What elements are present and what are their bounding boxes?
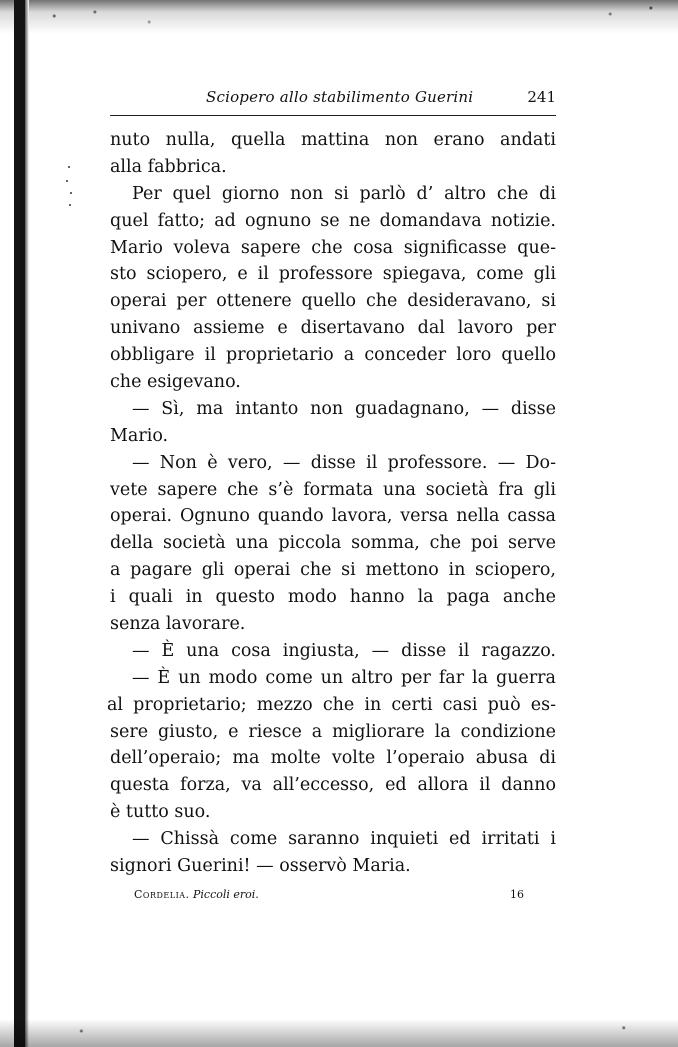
text-line: operai per ottenere quello che desideravano, si — [110, 291, 556, 312]
scan-top-edge — [0, 0, 678, 40]
text-line: a pagare gli operai che si mettono in sciopero, — [110, 560, 556, 581]
text-line: senza lavorare. — [110, 614, 246, 635]
text-line: operai. Ognuno quando lavora, versa nella cassa — [110, 506, 556, 527]
text-line: alla fabbrica. — [110, 156, 227, 177]
text-line: dell’operaio; ma molte volte l’operaio abusa di — [110, 748, 556, 769]
text-line: signori Guerini! — osservò Maria. — [110, 856, 411, 877]
page-body — [107, 127, 556, 880]
running-title: Sciopero allo stabilimento Guerini — [206, 88, 474, 106]
header-rule — [110, 115, 556, 116]
text-line: questa forza, va all’eccesso, ed allora il danno — [110, 775, 556, 796]
text-line: sere giusto, e riesce a migliorare la condizione — [110, 721, 556, 742]
text-line: Mario. — [110, 425, 169, 446]
text-line: Mario voleva sapere che cosa significasse que- — [110, 237, 556, 258]
text-line: che esigevano. — [110, 372, 241, 393]
footer-title: Piccoli eroi. — [193, 888, 259, 901]
text-line: della società una piccola somma, che poi serve — [110, 533, 556, 554]
text-line: vete sapere che s’è formata una società fra gli — [110, 479, 556, 500]
text-line: — Sì, ma intanto non guadagnano, — disse — [132, 398, 556, 419]
text-line: — È un modo come un altro per far la guerra — [132, 667, 556, 688]
text-line: — Chissà come saranno inquieti ed irritati i — [132, 829, 556, 850]
text-line: al proprietario; mezzo che in certi casi può es- — [107, 694, 556, 715]
scan-binding-gradient — [25, 0, 29, 1047]
scan-binding-shadow — [14, 0, 25, 1047]
page-footer — [134, 888, 524, 908]
margin-specks — [64, 166, 74, 216]
footer-author: Cordelia. — [134, 888, 190, 901]
page-header — [110, 88, 556, 110]
text-line: Per quel giorno non si parlò d’ altro che di — [132, 183, 556, 204]
page-number: 241 — [527, 88, 556, 106]
text-line: — Non è vero, — disse il professore. — Do- — [132, 452, 556, 473]
text-line: — È una cosa ingiusta, — disse il ragazzo. — [132, 640, 556, 661]
text-line: i quali in questo modo hanno la paga anche — [110, 587, 556, 608]
text-line: è tutto suo. — [110, 802, 211, 823]
scan-bottom-edge — [0, 1015, 678, 1047]
text-line: sto sciopero, e il professore spiegava, come gli — [110, 264, 556, 285]
printer-signature: 16 — [510, 888, 524, 901]
text-line: obbligare il proprietario a conceder loro quello — [110, 345, 556, 366]
text-line: quel fatto; ad ognuno se ne domandava notizie. — [110, 210, 556, 231]
text-line: nuto nulla, quella mattina non erano andati — [110, 130, 556, 150]
text-line: univano assieme e disertavano dal lavoro per — [110, 318, 556, 339]
